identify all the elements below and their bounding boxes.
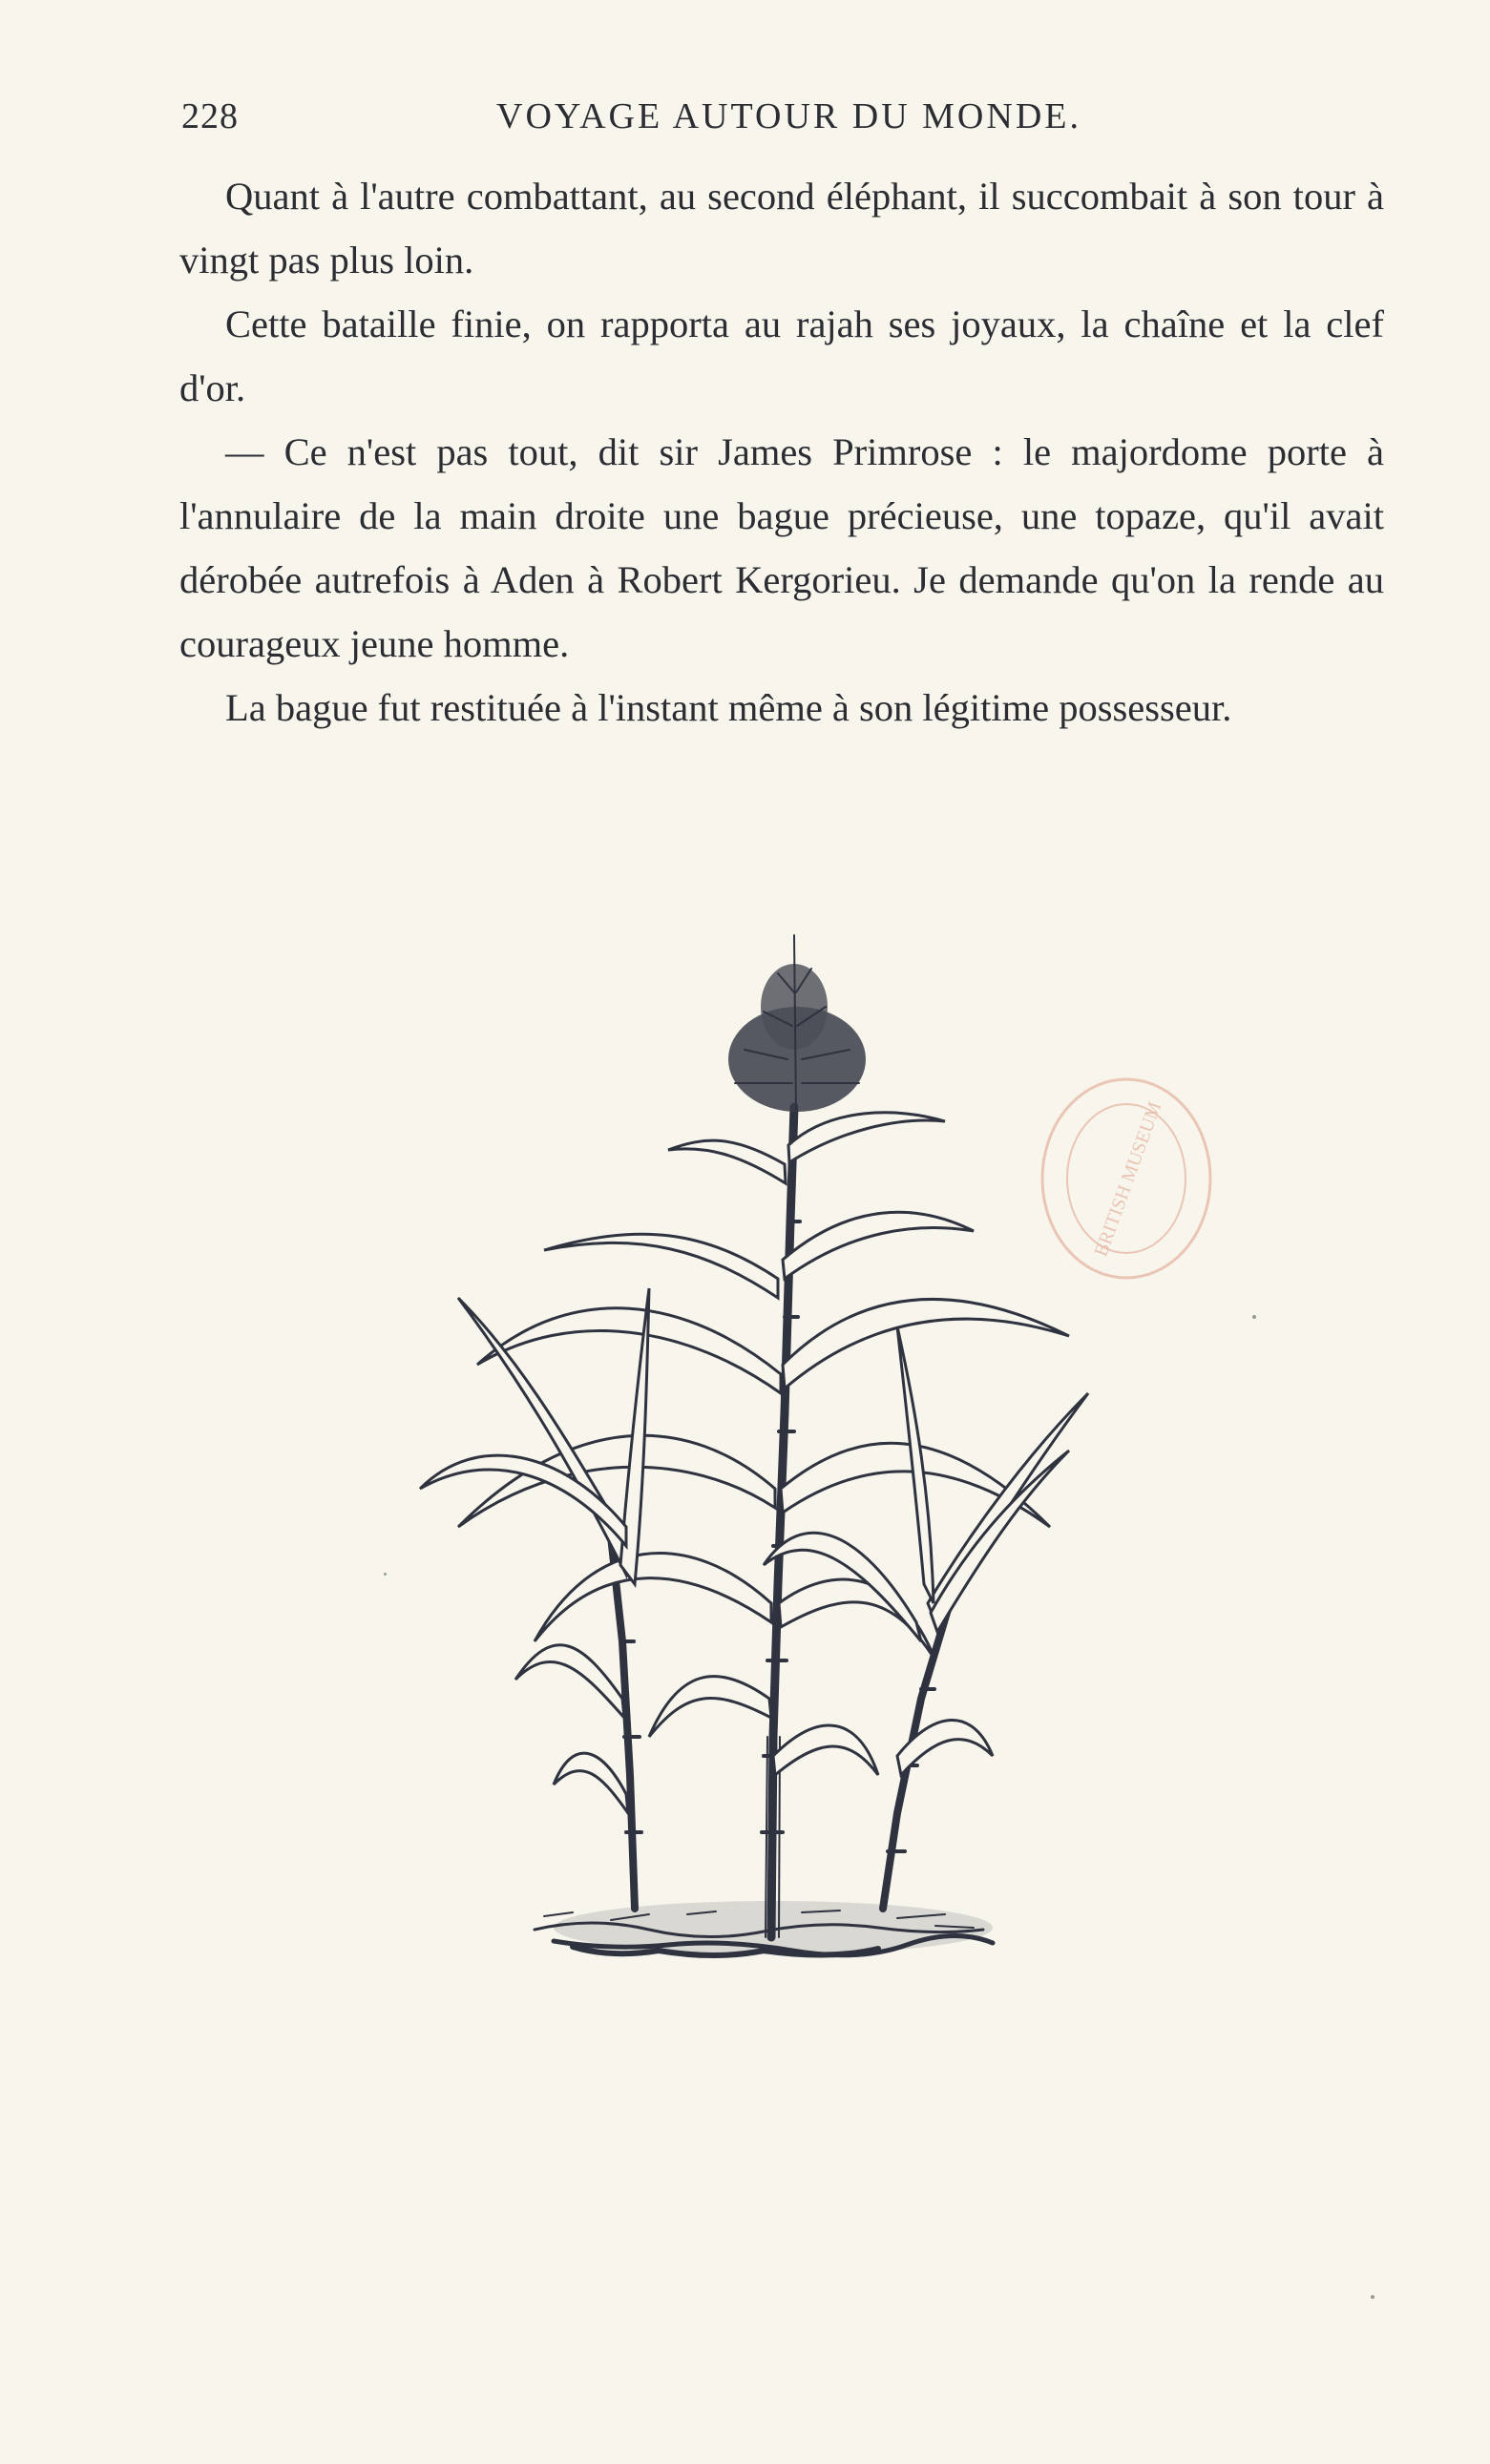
central-stalk xyxy=(728,935,866,1937)
paper-speck xyxy=(1371,2295,1375,2299)
sugar-cane-illustration xyxy=(401,916,1145,1985)
paragraph: — Ce n'est pas tout, dit sir James Primrose : le majordome porte à l'annulaire de la main droite une bague précieuse, une topaze, qu'il avait dérobée autrefois à Aden à Robert Kergorieu. Je demande qu'on la rende au courageux jeune homme. xyxy=(179,430,1384,665)
ground-shading xyxy=(535,1901,993,1955)
page-number: 228 xyxy=(181,96,239,136)
leaves xyxy=(420,1113,1088,1813)
left-stalk xyxy=(611,1536,641,1909)
paragraph: Cette bataille finie, on rapporta au rajah ses joyaux, la chaîne et la clef d'or. xyxy=(179,303,1384,409)
paragraph: La bague fut restituée à l'instant même à son légitime possesseur. xyxy=(225,686,1232,729)
running-title: VOYAGE AUTOUR DU MONDE. xyxy=(496,96,1081,136)
tassel xyxy=(728,935,866,1112)
paragraph: Quant à l'autre combattant, au second éléphant, il succombait à son tour à vingt pas plus loin. xyxy=(179,175,1384,282)
stamp-text: BRITISH MUSEUM xyxy=(1090,1098,1166,1260)
body-text xyxy=(179,164,1384,740)
paper-speck xyxy=(1252,1315,1256,1319)
running-head xyxy=(181,95,1384,153)
paper-speck xyxy=(384,1573,387,1576)
